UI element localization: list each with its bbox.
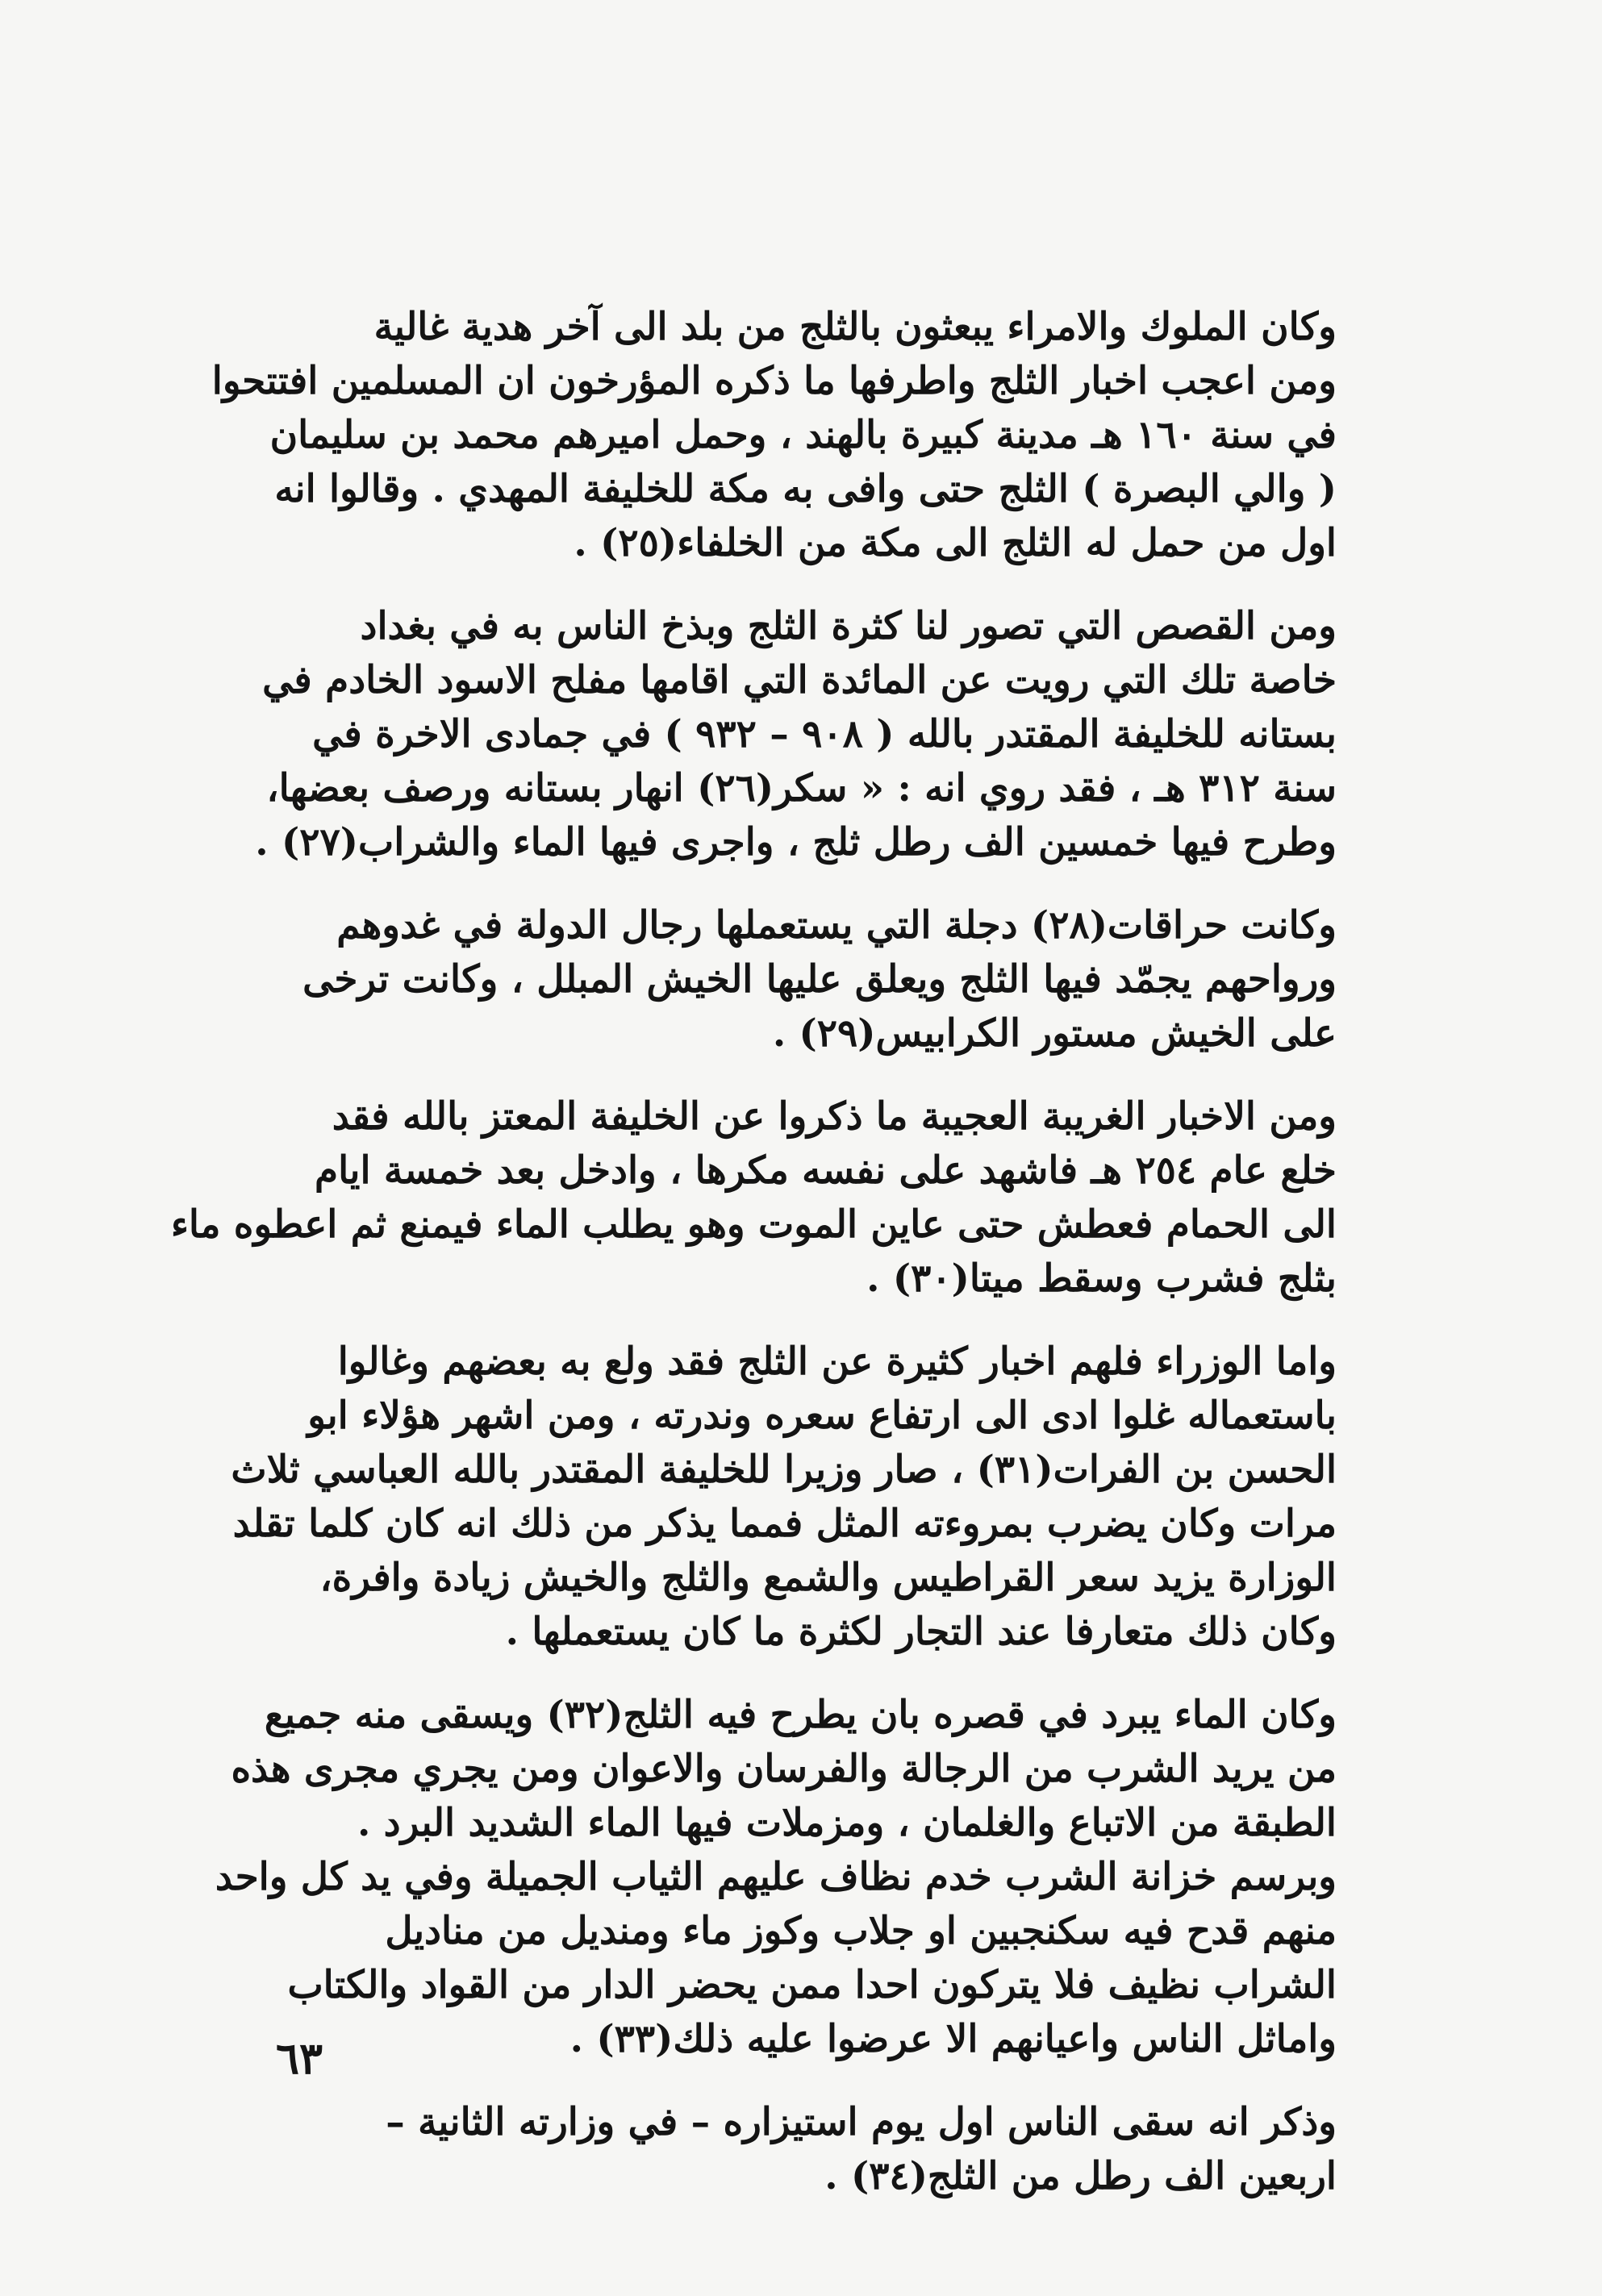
paragraph-4: [170, 1090, 1337, 1306]
text-line: وكان ذلك متعارفا عند التجار لكثرة ما كان يستعملها .: [505, 1610, 1337, 1654]
paragraph-2: [255, 599, 1337, 869]
text-line: واماثل الناس واعيانهم الا عرضوا عليه ذلك(٣٣) .: [569, 2017, 1337, 2061]
text-line: وذكر انه سقى الناس اول يوم استيزاره – في وزارته الثانية –: [386, 2100, 1337, 2144]
text-line: الطبقة من الاتباع والغلمان ، ومزملات فيها الماء الشديد البرد .: [357, 1801, 1337, 1845]
paragraph-3: [270, 898, 1337, 1060]
paragraph-6: [215, 1688, 1337, 2066]
text-line: ومن اعجب اخبار الثلج واطرفها ما ذكره المؤرخون ان المسلمين افتتحوا: [211, 359, 1337, 403]
text-line: بثلج فشرب وسقط ميتا(٣٠) .: [866, 1256, 1337, 1301]
text-line: الحسن بن الفرات(٣١) ، صار وزيرا للخليفة المقتدر بالله العباسي ثلاث: [231, 1448, 1337, 1492]
text-line: ورواحهم يجمّد فيها الثلج ويعلق عليها الخيش المبلل ، وكانت ترخى: [302, 957, 1337, 1002]
text-line: الشراب نظيف فلا يتركون احدا ممن يحضر الدار من القواد والكتاب: [287, 1963, 1337, 2007]
text-line: وكان الماء يبرد في قصره بان يطرح فيه الثلج(٣٢) ويسقى منه جميع: [264, 1693, 1337, 1737]
text-line: ومن الاخبار الغريبة العجيبة ما ذكروا عن الخليفة المعتز بالله فقد: [332, 1094, 1337, 1139]
text-line: وطرح فيها خمسين الف رطل ثلج ، واجرى فيها الماء والشراب(٢٧) .: [255, 820, 1337, 865]
body-text: [170, 300, 1337, 2232]
text-line: وكانت حراقات(٢٨) دجلة التي يستعملها رجال الدولة في غدوهم: [336, 903, 1337, 948]
text-line: من يريد الشرب من الرجالة والفرسان والاعوان ومن يجري مجرى هذه: [231, 1747, 1337, 1791]
text-line: في سنة ١٦٠ هـ مدينة كبيرة بالهند ، وحمل اميرهم محمد بن سليمان: [269, 413, 1337, 457]
text-line: سنة ٣١٢ هـ ، فقد روي انه : « سكر(٢٦) انهار بستانه ورصف بعضها،: [266, 766, 1337, 810]
text-line: واما الوزراء فلهم اخبار كثيرة عن الثلج فقد ولع به بعضهم وغالوا: [337, 1340, 1337, 1384]
text-line: باستعماله غلوا ادى الى ارتفاع سعره وندرته ، ومن اشهر هؤلاء ابو: [307, 1394, 1337, 1438]
text-line: خلع عام ٢٥٤ هـ فاشهد على نفسه مكرها ، وادخل بعد خمسة ايام: [314, 1148, 1337, 1193]
page-number: ٦٣: [276, 2032, 323, 2084]
text-line: الى الحمام فعطش حتى عاين الموت وهو يطلب الماء فيمنع ثم اعطوه ماء: [170, 1202, 1337, 1247]
text-line: على الخيش مستور الكرابيس(٢٩) .: [772, 1011, 1337, 1056]
text-line: بستانه للخليفة المقتدر بالله ( ٩٠٨ – ٩٣٢ ) في جمادى الاخرة في: [312, 712, 1337, 756]
paragraph-7: [270, 2095, 1337, 2203]
text-line: اول من حمل له الثلج الى مكة من الخلفاء(٢٥) .: [574, 521, 1337, 565]
text-line: منهم قدح فيه سكنجبين او جلاب وكوز ماء ومنديل من مناديل: [385, 1909, 1337, 1953]
paragraph-5: [231, 1335, 1337, 1659]
text-line: مرات وكان يضرب بمروءته المثل فمما يذكر من ذلك انه كان كلما تقلد: [232, 1502, 1337, 1546]
text-line: الوزارة يزيد سعر القراطيس والشمع والثلج والخيش زيادة وافرة،: [319, 1556, 1337, 1600]
text-line: اربعين الف رطل من الثلج(٣٤) .: [824, 2154, 1337, 2198]
paragraph-1: [211, 300, 1337, 570]
text-line: وكان الملوك والامراء يبعثون بالثلج من بلد الى آخر هدية غالية: [373, 305, 1337, 349]
text-line: خاصة تلك التي رويت عن المائدة التي اقامها مفلح الاسود الخادم في: [262, 658, 1337, 702]
text-line: ( والي البصرة ) الثلج حتى وافى به مكة للخليفة المهدي . وقالوا انه: [274, 467, 1337, 511]
text-line: ومن القصص التي تصور لنا كثرة الثلج وبذخ الناس به في بغداد: [360, 604, 1337, 648]
text-line: وبرسم خزانة الشرب خدم نظاف عليهم الثياب الجميلة وفي يد كل واحد: [215, 1855, 1337, 1899]
